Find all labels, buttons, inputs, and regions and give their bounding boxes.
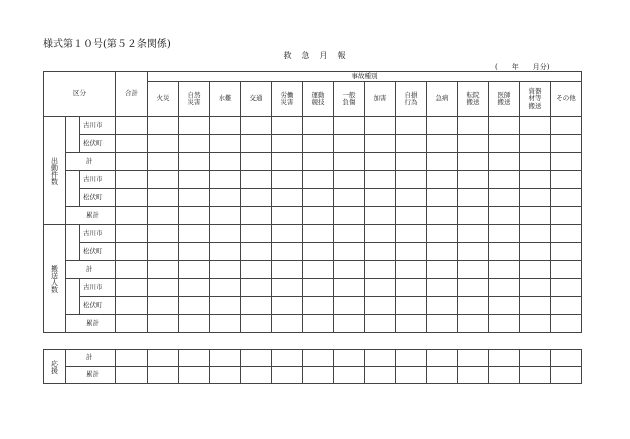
- data-cell[interactable]: [210, 117, 241, 135]
- data-cell[interactable]: [210, 135, 241, 153]
- data-cell[interactable]: [551, 153, 582, 171]
- data-cell[interactable]: [303, 225, 334, 243]
- data-cell[interactable]: [210, 225, 241, 243]
- data-cell[interactable]: [179, 207, 210, 225]
- header-accident-type: その他: [551, 82, 582, 117]
- data-cell[interactable]: [179, 243, 210, 261]
- data-cell[interactable]: [272, 350, 303, 367]
- indent-cell: [66, 171, 80, 207]
- data-cell[interactable]: [396, 225, 427, 243]
- header-accident-type: 急病: [427, 82, 458, 117]
- data-cell[interactable]: [427, 350, 458, 367]
- row-label: 計: [66, 153, 116, 171]
- data-cell[interactable]: [365, 189, 396, 207]
- data-cell[interactable]: [427, 171, 458, 189]
- header-accident-type: 交通: [241, 82, 272, 117]
- data-cell[interactable]: [179, 189, 210, 207]
- data-cell[interactable]: [179, 279, 210, 297]
- data-cell[interactable]: [520, 225, 551, 243]
- header-total: 合計: [116, 72, 148, 117]
- support-section-label: [44, 350, 66, 384]
- data-cell[interactable]: [148, 225, 179, 243]
- data-cell[interactable]: [520, 261, 551, 279]
- data-cell[interactable]: [458, 135, 489, 153]
- data-cell[interactable]: [116, 243, 148, 261]
- data-cell[interactable]: [272, 153, 303, 171]
- row-label: 累計: [66, 207, 116, 225]
- data-cell[interactable]: [303, 367, 334, 384]
- data-cell[interactable]: [520, 279, 551, 297]
- data-cell[interactable]: [116, 171, 148, 189]
- data-cell[interactable]: [116, 367, 148, 384]
- data-cell[interactable]: [179, 315, 210, 333]
- table-row: [44, 189, 582, 207]
- table-row: [44, 367, 582, 384]
- report-title: 救 急 月 報: [283, 51, 347, 60]
- data-cell[interactable]: [520, 350, 551, 367]
- header-accident-type: 水難: [210, 82, 241, 117]
- data-cell[interactable]: [520, 243, 551, 261]
- data-cell[interactable]: [365, 297, 396, 315]
- data-cell[interactable]: [396, 367, 427, 384]
- data-cell[interactable]: [179, 117, 210, 135]
- data-cell[interactable]: [241, 279, 272, 297]
- data-cell[interactable]: [334, 153, 365, 171]
- data-cell[interactable]: [272, 225, 303, 243]
- data-cell[interactable]: [116, 207, 148, 225]
- data-cell[interactable]: [427, 243, 458, 261]
- header-accident-type: 自然 災害: [179, 82, 210, 117]
- data-cell[interactable]: [334, 135, 365, 153]
- data-cell[interactable]: [427, 225, 458, 243]
- header-accident-type: 一般 負傷: [334, 82, 365, 117]
- row-label: 計: [66, 350, 116, 367]
- row-label: 古川市: [80, 279, 116, 297]
- data-cell[interactable]: [241, 350, 272, 367]
- data-cell[interactable]: [551, 297, 582, 315]
- data-cell[interactable]: [551, 261, 582, 279]
- data-cell[interactable]: [210, 261, 241, 279]
- data-cell[interactable]: [148, 261, 179, 279]
- data-cell[interactable]: [396, 207, 427, 225]
- data-cell[interactable]: [396, 315, 427, 333]
- header-accident-type: 自損 行為: [396, 82, 427, 117]
- indent-cell: [66, 225, 80, 261]
- data-cell[interactable]: [427, 207, 458, 225]
- data-cell[interactable]: [272, 189, 303, 207]
- data-cell[interactable]: [396, 135, 427, 153]
- data-cell[interactable]: [489, 171, 520, 189]
- data-cell[interactable]: [520, 207, 551, 225]
- data-cell[interactable]: [520, 171, 551, 189]
- data-cell[interactable]: [489, 117, 520, 135]
- data-cell[interactable]: [148, 189, 179, 207]
- data-cell[interactable]: [148, 367, 179, 384]
- data-cell[interactable]: [334, 225, 365, 243]
- data-cell[interactable]: [179, 350, 210, 367]
- table-row: [44, 279, 582, 297]
- data-cell[interactable]: [551, 135, 582, 153]
- data-cell[interactable]: [365, 207, 396, 225]
- data-cell[interactable]: [520, 135, 551, 153]
- data-cell[interactable]: [334, 367, 365, 384]
- data-cell[interactable]: [116, 189, 148, 207]
- support-label-text: 応援: [50, 359, 59, 374]
- data-cell[interactable]: [489, 297, 520, 315]
- indent-cell: [66, 117, 80, 153]
- header-accident-type: 医師 搬送: [489, 82, 520, 117]
- data-cell[interactable]: [365, 117, 396, 135]
- data-cell[interactable]: [427, 117, 458, 135]
- row-label: 松伏町: [80, 189, 116, 207]
- data-cell[interactable]: [179, 297, 210, 315]
- header-accident-type: 労働 災害: [272, 82, 303, 117]
- data-cell[interactable]: [427, 279, 458, 297]
- data-cell[interactable]: [365, 350, 396, 367]
- data-cell[interactable]: [520, 315, 551, 333]
- transport-label-text: 搬送人数: [50, 264, 59, 293]
- data-cell[interactable]: [148, 315, 179, 333]
- data-cell[interactable]: [210, 350, 241, 367]
- data-cell[interactable]: [334, 207, 365, 225]
- data-cell[interactable]: [210, 207, 241, 225]
- header-accident-types-group: 事故種別: [148, 72, 582, 82]
- header-category: 区分: [44, 72, 116, 117]
- table-row: [44, 207, 582, 225]
- table-row: [44, 243, 582, 261]
- data-cell[interactable]: [272, 261, 303, 279]
- data-cell[interactable]: [365, 225, 396, 243]
- data-cell[interactable]: [365, 135, 396, 153]
- data-cell[interactable]: [396, 171, 427, 189]
- data-cell[interactable]: [303, 261, 334, 279]
- data-cell[interactable]: [334, 350, 365, 367]
- data-cell[interactable]: [148, 171, 179, 189]
- data-cell[interactable]: [303, 117, 334, 135]
- data-cell[interactable]: [551, 225, 582, 243]
- data-cell[interactable]: [116, 279, 148, 297]
- table-row: [44, 315, 582, 333]
- table-row: [44, 135, 582, 153]
- data-cell[interactable]: [116, 261, 148, 279]
- data-cell[interactable]: [303, 189, 334, 207]
- row-label: 計: [66, 261, 116, 279]
- data-cell[interactable]: [210, 171, 241, 189]
- data-cell[interactable]: [303, 315, 334, 333]
- row-label: 古川市: [80, 117, 116, 135]
- data-cell[interactable]: [179, 171, 210, 189]
- data-cell[interactable]: [272, 367, 303, 384]
- data-cell[interactable]: [427, 261, 458, 279]
- data-cell[interactable]: [396, 261, 427, 279]
- data-cell[interactable]: [365, 279, 396, 297]
- dispatch-section-label: [44, 117, 66, 225]
- data-cell[interactable]: [303, 297, 334, 315]
- header-accident-type: 加害: [365, 82, 396, 117]
- data-cell[interactable]: [241, 207, 272, 225]
- data-cell[interactable]: [272, 279, 303, 297]
- data-cell[interactable]: [116, 135, 148, 153]
- data-cell[interactable]: [210, 367, 241, 384]
- table-row: [44, 153, 582, 171]
- row-label: 古川市: [80, 171, 116, 189]
- data-cell[interactable]: [427, 153, 458, 171]
- data-cell[interactable]: [489, 367, 520, 384]
- data-cell[interactable]: [458, 315, 489, 333]
- data-cell[interactable]: [489, 350, 520, 367]
- data-cell[interactable]: [489, 225, 520, 243]
- data-cell[interactable]: [365, 171, 396, 189]
- data-cell[interactable]: [489, 243, 520, 261]
- data-cell[interactable]: [272, 135, 303, 153]
- data-cell[interactable]: [520, 117, 551, 135]
- row-label: 松伏町: [80, 135, 116, 153]
- support-table: [43, 349, 582, 384]
- data-cell[interactable]: [489, 315, 520, 333]
- data-cell[interactable]: [241, 171, 272, 189]
- data-cell[interactable]: [116, 297, 148, 315]
- data-cell[interactable]: [148, 279, 179, 297]
- data-cell[interactable]: [551, 117, 582, 135]
- data-cell[interactable]: [241, 367, 272, 384]
- data-cell[interactable]: [116, 315, 148, 333]
- data-cell[interactable]: [458, 171, 489, 189]
- data-cell[interactable]: [210, 153, 241, 171]
- data-cell[interactable]: [241, 315, 272, 333]
- data-cell[interactable]: [241, 261, 272, 279]
- data-cell[interactable]: [551, 367, 582, 384]
- data-cell[interactable]: [458, 243, 489, 261]
- data-cell[interactable]: [210, 279, 241, 297]
- data-cell[interactable]: [520, 189, 551, 207]
- data-cell[interactable]: [396, 243, 427, 261]
- table-row: [44, 225, 582, 243]
- table-row: [44, 171, 582, 189]
- data-cell[interactable]: [241, 189, 272, 207]
- data-cell[interactable]: [241, 297, 272, 315]
- data-cell[interactable]: [489, 135, 520, 153]
- data-cell[interactable]: [179, 225, 210, 243]
- period-field: ( 年 月分): [495, 63, 550, 71]
- data-cell[interactable]: [334, 315, 365, 333]
- row-label: 古川市: [80, 225, 116, 243]
- data-cell[interactable]: [148, 207, 179, 225]
- data-cell[interactable]: [520, 297, 551, 315]
- data-cell[interactable]: [303, 171, 334, 189]
- data-cell[interactable]: [458, 367, 489, 384]
- data-cell[interactable]: [489, 279, 520, 297]
- data-cell[interactable]: [520, 153, 551, 171]
- data-cell[interactable]: [303, 279, 334, 297]
- data-cell[interactable]: [551, 207, 582, 225]
- data-cell[interactable]: [396, 153, 427, 171]
- data-cell[interactable]: [303, 153, 334, 171]
- data-cell[interactable]: [210, 243, 241, 261]
- header-accident-type: 運動 競技: [303, 82, 334, 117]
- main-statistics-table: [43, 71, 582, 333]
- data-cell[interactable]: [303, 243, 334, 261]
- data-cell[interactable]: [458, 297, 489, 315]
- data-cell[interactable]: [272, 297, 303, 315]
- data-cell[interactable]: [148, 350, 179, 367]
- data-cell[interactable]: [116, 153, 148, 171]
- data-cell[interactable]: [489, 189, 520, 207]
- data-cell[interactable]: [210, 189, 241, 207]
- data-cell[interactable]: [241, 135, 272, 153]
- data-cell[interactable]: [148, 153, 179, 171]
- data-cell[interactable]: [396, 350, 427, 367]
- data-cell[interactable]: [116, 117, 148, 135]
- data-cell[interactable]: [396, 297, 427, 315]
- data-cell[interactable]: [396, 279, 427, 297]
- data-cell[interactable]: [334, 297, 365, 315]
- data-cell[interactable]: [116, 225, 148, 243]
- data-cell[interactable]: [303, 135, 334, 153]
- data-cell[interactable]: [179, 135, 210, 153]
- transport-section-label: [44, 225, 66, 333]
- data-cell[interactable]: [458, 279, 489, 297]
- data-cell[interactable]: [427, 315, 458, 333]
- data-cell[interactable]: [148, 117, 179, 135]
- data-cell[interactable]: [396, 189, 427, 207]
- data-cell[interactable]: [272, 243, 303, 261]
- row-label: 累計: [66, 315, 116, 333]
- data-cell[interactable]: [334, 243, 365, 261]
- dispatch-label-text: 出動件数: [50, 156, 59, 185]
- data-cell[interactable]: [551, 315, 582, 333]
- data-cell[interactable]: [489, 261, 520, 279]
- data-cell[interactable]: [241, 117, 272, 135]
- form-number-label: 様式第１０号(第５２条関係): [43, 39, 171, 50]
- data-cell[interactable]: [458, 261, 489, 279]
- data-cell[interactable]: [458, 189, 489, 207]
- data-cell[interactable]: [272, 117, 303, 135]
- data-cell[interactable]: [148, 243, 179, 261]
- header-accident-type: 転院 搬送: [458, 82, 489, 117]
- data-cell[interactable]: [365, 153, 396, 171]
- data-cell[interactable]: [551, 171, 582, 189]
- data-cell[interactable]: [489, 207, 520, 225]
- data-cell[interactable]: [179, 261, 210, 279]
- data-cell[interactable]: [334, 171, 365, 189]
- data-cell[interactable]: [520, 367, 551, 384]
- data-cell[interactable]: [365, 315, 396, 333]
- data-cell[interactable]: [396, 117, 427, 135]
- row-label: 松伏町: [80, 297, 116, 315]
- data-cell[interactable]: [551, 189, 582, 207]
- data-cell[interactable]: [427, 189, 458, 207]
- data-cell[interactable]: [551, 350, 582, 367]
- data-cell[interactable]: [489, 153, 520, 171]
- indent-cell: [66, 279, 80, 315]
- table-row: [44, 350, 582, 367]
- data-cell[interactable]: [241, 153, 272, 171]
- data-cell[interactable]: [551, 279, 582, 297]
- data-cell[interactable]: [272, 171, 303, 189]
- header-accident-type: 火災: [148, 82, 179, 117]
- data-cell[interactable]: [210, 297, 241, 315]
- data-cell[interactable]: [272, 315, 303, 333]
- data-cell[interactable]: [210, 315, 241, 333]
- data-cell[interactable]: [458, 207, 489, 225]
- data-cell[interactable]: [458, 117, 489, 135]
- header-accident-type: 資器 材等 搬送: [520, 82, 551, 117]
- data-cell[interactable]: [458, 350, 489, 367]
- data-cell[interactable]: [458, 225, 489, 243]
- data-cell[interactable]: [365, 243, 396, 261]
- data-cell[interactable]: [179, 153, 210, 171]
- data-cell[interactable]: [303, 207, 334, 225]
- data-cell[interactable]: [458, 153, 489, 171]
- table-row: [44, 297, 582, 315]
- data-cell[interactable]: [365, 261, 396, 279]
- data-cell[interactable]: [272, 207, 303, 225]
- data-cell[interactable]: [148, 297, 179, 315]
- row-label: 累計: [66, 367, 116, 384]
- table-row: [44, 117, 582, 135]
- data-cell[interactable]: [241, 225, 272, 243]
- data-cell[interactable]: [116, 350, 148, 367]
- data-cell[interactable]: [334, 261, 365, 279]
- data-cell[interactable]: [551, 243, 582, 261]
- table-row: [44, 261, 582, 279]
- data-cell[interactable]: [179, 367, 210, 384]
- data-cell[interactable]: [334, 279, 365, 297]
- data-cell[interactable]: [427, 135, 458, 153]
- data-cell[interactable]: [365, 367, 396, 384]
- data-cell[interactable]: [427, 297, 458, 315]
- data-cell[interactable]: [241, 243, 272, 261]
- data-cell[interactable]: [148, 135, 179, 153]
- data-cell[interactable]: [334, 117, 365, 135]
- data-cell[interactable]: [334, 189, 365, 207]
- row-label: 松伏町: [80, 243, 116, 261]
- data-cell[interactable]: [427, 367, 458, 384]
- data-cell[interactable]: [303, 350, 334, 367]
